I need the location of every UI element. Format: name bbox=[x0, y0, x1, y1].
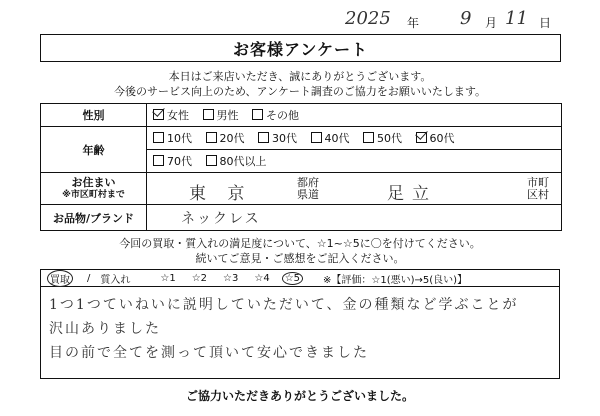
checkbox-icon[interactable] bbox=[153, 132, 164, 143]
checkbox-icon[interactable] bbox=[206, 155, 217, 166]
comment-line-1: 1つ1つていねいに説明していただいて、金の種類など学ぶことが bbox=[49, 297, 519, 313]
type-separator: / bbox=[87, 272, 91, 284]
satisfaction-intro-2: 続いてご意見・ご感想をご記入ください。 bbox=[195, 252, 405, 265]
checkbox-icon[interactable] bbox=[258, 132, 269, 143]
checkbox-icon[interactable] bbox=[363, 132, 374, 143]
checkbox-icon[interactable] bbox=[203, 109, 214, 120]
satisfaction-header bbox=[41, 270, 559, 287]
gender-option-other[interactable]: その他 bbox=[252, 107, 299, 123]
city-value: 足立 bbox=[387, 184, 437, 204]
age-option-10s[interactable]: 10代 bbox=[153, 130, 192, 146]
checkbox-icon[interactable] bbox=[206, 132, 217, 143]
date-day-unit: 日 bbox=[539, 16, 552, 30]
prefecture-units: 都府 県道 bbox=[297, 176, 319, 201]
comment-line-3: 目の前で全てを測って頂いて安心できました bbox=[49, 345, 369, 361]
address-sub-label: ※市区町村まで bbox=[62, 189, 125, 200]
gender-option-female[interactable]: 女性 bbox=[153, 107, 189, 123]
city-units: 市町 区村 bbox=[527, 176, 549, 201]
age-label: 年齢 bbox=[41, 127, 147, 173]
type-pawn-option[interactable]: 質入れ bbox=[100, 274, 131, 286]
survey-form bbox=[40, 103, 562, 231]
date-month-unit: 月 bbox=[485, 16, 498, 30]
gender-options bbox=[147, 104, 562, 127]
type-buy-option[interactable]: 買取 bbox=[47, 270, 73, 287]
date-line bbox=[345, 8, 555, 32]
age-option-30s[interactable]: 30代 bbox=[258, 130, 297, 146]
date-year: 2025 bbox=[345, 8, 391, 29]
checkbox-icon[interactable] bbox=[311, 132, 322, 143]
age-option-20s[interactable]: 20代 bbox=[206, 130, 245, 146]
satisfaction-intro-1: 今回の買取・質入れの満足度について、☆1~☆5に〇を付けてください。 bbox=[119, 237, 481, 250]
satisfaction-box bbox=[40, 269, 560, 379]
age-option-60s[interactable]: 60代 bbox=[416, 130, 455, 146]
address-field[interactable] bbox=[147, 173, 562, 205]
age-options-row-2 bbox=[147, 150, 562, 173]
age-option-70s[interactable]: 70代 bbox=[153, 153, 192, 169]
age-option-50s[interactable]: 50代 bbox=[363, 130, 402, 146]
age-options-row-1 bbox=[147, 127, 562, 150]
checkbox-icon[interactable] bbox=[416, 132, 427, 143]
comment-line-2: 沢山ありました bbox=[49, 321, 161, 337]
star-5-selected[interactable]: ☆5 bbox=[282, 272, 303, 285]
checkbox-icon[interactable] bbox=[153, 155, 164, 166]
prefecture-value: 東 京 bbox=[189, 184, 253, 204]
star-3[interactable]: ☆3 bbox=[223, 272, 239, 284]
star-1[interactable]: ☆1 bbox=[160, 272, 176, 284]
date-day: 11 bbox=[505, 8, 528, 29]
checkbox-icon[interactable] bbox=[153, 109, 164, 120]
rating-legend: ※【評価：☆1(悪い)→5(良い)】 bbox=[323, 274, 468, 286]
star-2[interactable]: ☆2 bbox=[191, 272, 208, 284]
date-year-unit: 年 bbox=[407, 16, 420, 30]
footer-thanks: ご協力いただきありがとうございました。 bbox=[185, 389, 414, 403]
address-label: お住まい bbox=[71, 175, 116, 189]
product-field[interactable] bbox=[147, 205, 562, 231]
page-title: お客様アンケート bbox=[40, 34, 561, 62]
star-4[interactable]: ☆4 bbox=[254, 272, 270, 284]
intro-line-1: 本日はご来店いただき、誠にありがとうございます。 bbox=[168, 70, 432, 83]
intro-line-2: 今後のサービス向上のため、アンケート調査のご協力をお願いいたします。 bbox=[113, 85, 487, 98]
gender-label: 性別 bbox=[41, 104, 147, 127]
gender-option-male[interactable]: 男性 bbox=[203, 107, 239, 123]
age-option-80s-plus[interactable]: 80代以上 bbox=[206, 153, 267, 169]
date-month: 9 bbox=[460, 8, 472, 29]
checkbox-icon[interactable] bbox=[252, 109, 263, 120]
address-label-cell bbox=[41, 173, 147, 205]
product-value: ネックレス bbox=[181, 210, 261, 227]
product-label: お品物/ブランド bbox=[41, 205, 147, 231]
age-option-40s[interactable]: 40代 bbox=[311, 130, 350, 146]
